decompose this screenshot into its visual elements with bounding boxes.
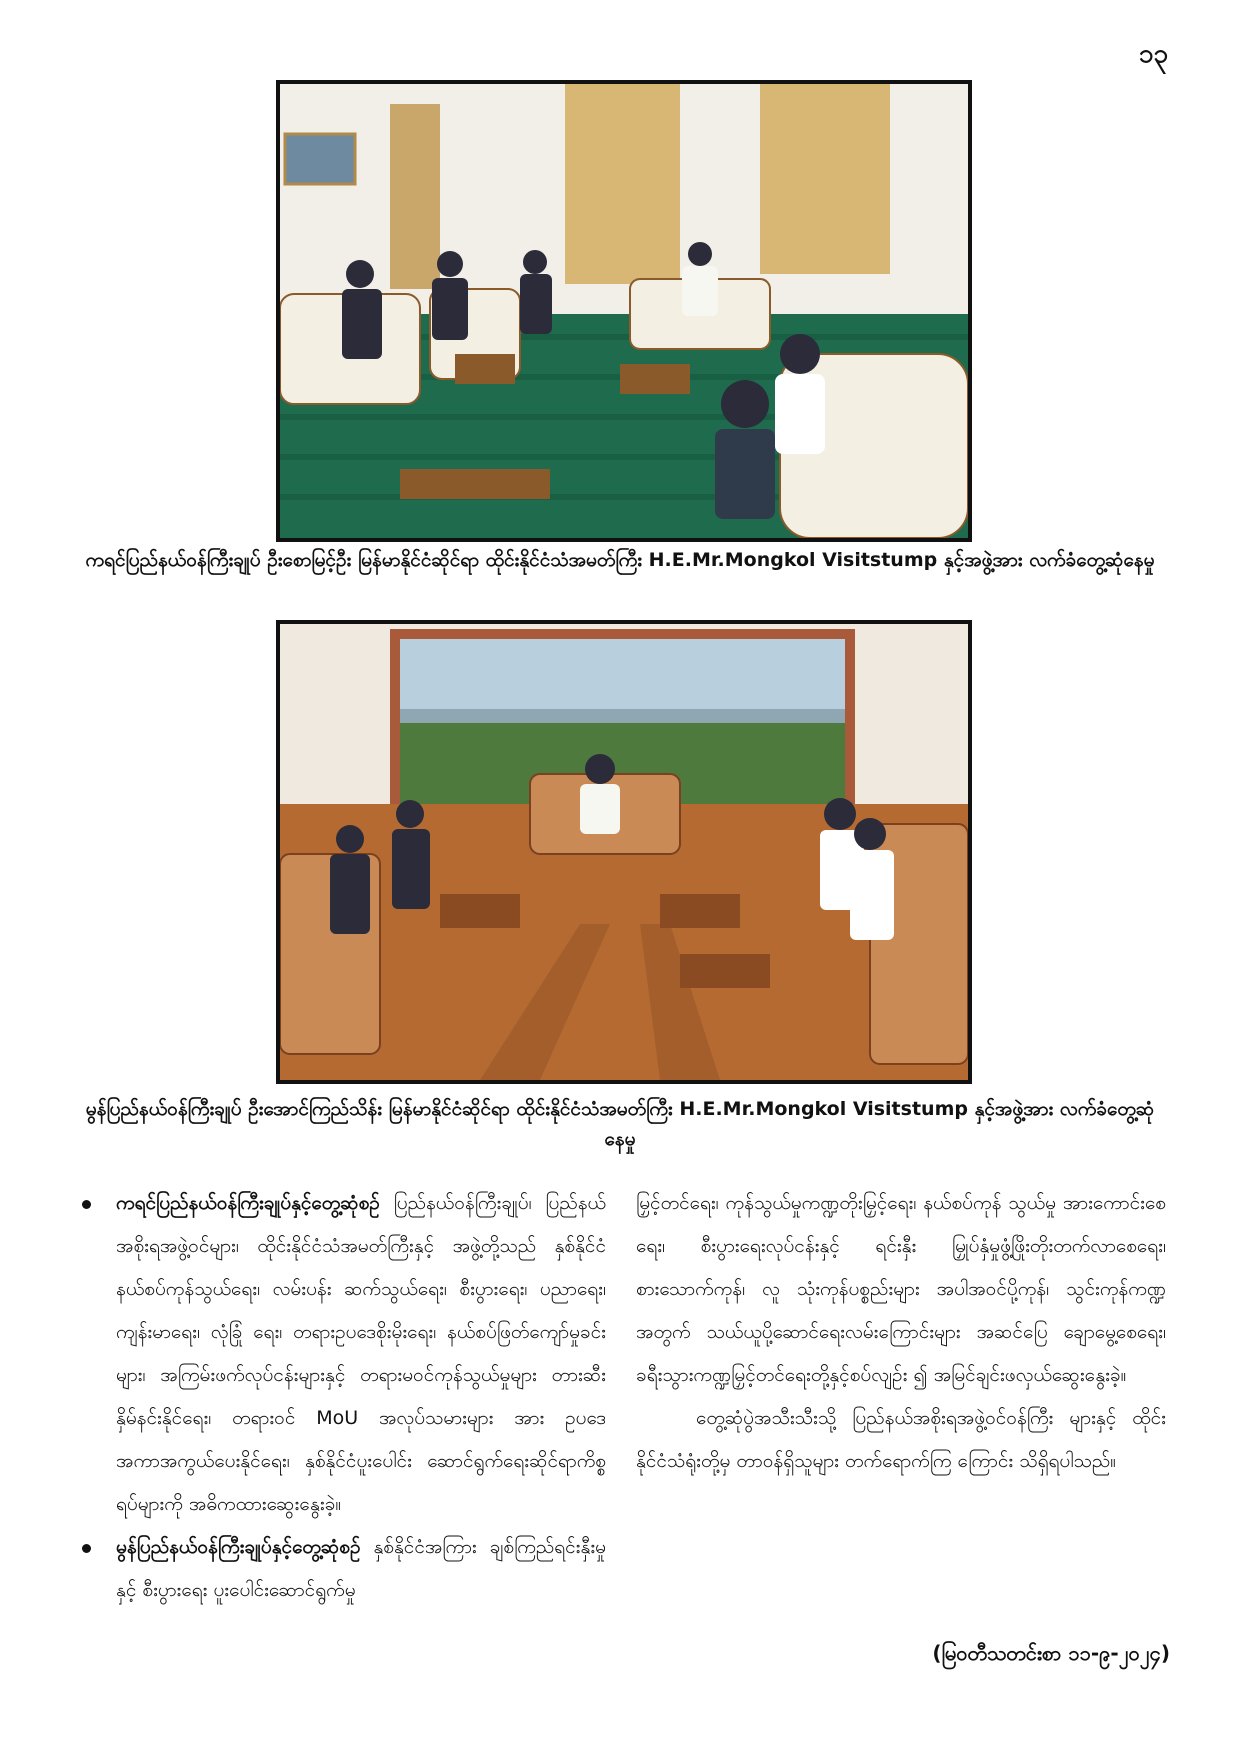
page-number: ၁၃: [1138, 39, 1168, 69]
bullet-kayin-text: ပြည်နယ်ဝန်ကြီးချုပ်၊ ပြည်နယ်အစိုးရအဖွဲ့ဝင်များ၊ ထိုင်းနိုင်ငံသံအမတ်ကြီးနှင့် အဖွဲ့တို့သည် နှစ်နိုင်ငံနယ်စပ်ကုန်သွယ်ရေး၊ လမ်းပန်း ဆက်သွယ်ရေး၊ စီးပွားရေး၊ ပညာရေး၊ ကျန်းမာရေး၊ လုံခြုံ ရေး၊ တရားဥပဒေစိုးမိုးရေး၊ နယ်စပ်ဖြတ်ကျော်မှုခင်းများ၊ အကြမ်းဖက်လုပ်ငန်းများနှင့် တရားမဝင်ကုန်သွယ်မှုများ တားဆီးနှိမ်နင်းနိုင်ရေး၊ တရားဝင် MoU အလုပ်သမားများ အား ဥပဒေအကာအကွယ်ပေးနိုင်ရေး၊ နှစ်နိုင်ငံပူးပေါင်း ဆောင်ရွက်ရေးဆိုင်ရာကိစ္စရပ်များကို အဓိကထားဆွေးနွေးခဲ့။: [116, 1192, 606, 1515]
meeting-photo-kayin-image: [280, 84, 968, 538]
bullet-dot: [82, 1200, 91, 1209]
article-right-column: [636, 1182, 1166, 1483]
bullet-mon: [76, 1526, 606, 1612]
bullet-mon-lead: မွန်ပြည်နယ်ဝန်ကြီးချုပ်နှင့်တွေ့ဆုံစဉ်: [116, 1536, 361, 1558]
bullet-kayin-lead: ကရင်ပြည်နယ်ဝန်ကြီးချုပ်နှင့်တွေ့ဆုံစဉ်: [116, 1192, 380, 1214]
closing-paragraph: တွေ့ဆုံပွဲအသီးသီးသို့ ပြည်နယ်အစိုးရအဖွဲ့ဝင်ဝန်ကြီး များနှင့် ထိုင်းနိုင်ငံသံရုံးတို့မှ တာဝန်ရှိသူများ တက်ရောက်ကြ ကြောင်း သိရှိရပါသည်။: [636, 1407, 1166, 1472]
source-citation: (မြဝတီသတင်းစာ ၁၁-၉-၂၀၂၄): [932, 1641, 1170, 1665]
bullet-dot: [82, 1544, 91, 1553]
photo-caption-kayin: ကရင်ပြည်နယ်ဝန်ကြီးချုပ် ဦးစောမြင့်ဦး မြန်မာနိုင်ငံဆိုင်ရာ ထိုင်းနိုင်ငံသံအမတ်ကြီး H.E.Mr.Mongkol Visitstump နှင့်အဖွဲ့အား လက်ခံတွေ့ဆုံနေမှု: [85, 549, 1155, 571]
meeting-photo-kayin: [276, 80, 972, 542]
meeting-photo-mon-image: [280, 624, 968, 1080]
bullet-kayin: [76, 1182, 606, 1526]
bullet-mon-continued: မြှင့်တင်ရေး၊ ကုန်သွယ်မှုကဏ္ဍတိုးမြှင့်ရေး၊ နယ်စပ်ကုန် သွယ်မှု အားကောင်းစေရေး၊ စီးပွားရေးလုပ်ငန်းနှင့် ရင်းနှီး မြှုပ်နှံမှုဖွံ့ဖြိုးတိုးတက်လာစေရေး၊ စားသောက်ကုန်၊ လူ သုံးကုန်ပစ္စည်းများ အပါအဝင်ပို့ကုန်၊ သွင်းကုန်ကဏ္ဍ အတွက် သယ်ယူပို့ဆောင်ရေးလမ်းကြောင်းများ အဆင်ပြေ ချောမွေ့စေရေး၊ ခရီးသွားကဏ္ဍမြှင့်တင်ရေးတို့နှင့်စပ်လျဉ်း ၍ အမြင်ချင်းဖလှယ်ဆွေးနွေးခဲ့။: [636, 1192, 1166, 1386]
meeting-photo-mon: [276, 620, 972, 1084]
article-left-column: [76, 1182, 606, 1612]
bullet-mon-text-start: နှစ်နိုင်ငံအကြား ချစ်ကြည်ရင်းနှီးမှုနှင့် စီးပွားရေး ပူးပေါင်းဆောင်ရွက်မှု: [116, 1536, 606, 1601]
photo-caption-mon: မွန်ပြည်နယ်ဝန်ကြီးချုပ် ဦးအောင်ကြည်သိန်း မြန်မာနိုင်ငံဆိုင်ရာ ထိုင်းနိုင်ငံသံအမတ်ကြီး H.E.Mr.Mongkol Visitstump နှင့်အဖွဲ့အား လက်ခံတွေ့ဆုံနေမှု: [85, 1098, 1155, 1150]
